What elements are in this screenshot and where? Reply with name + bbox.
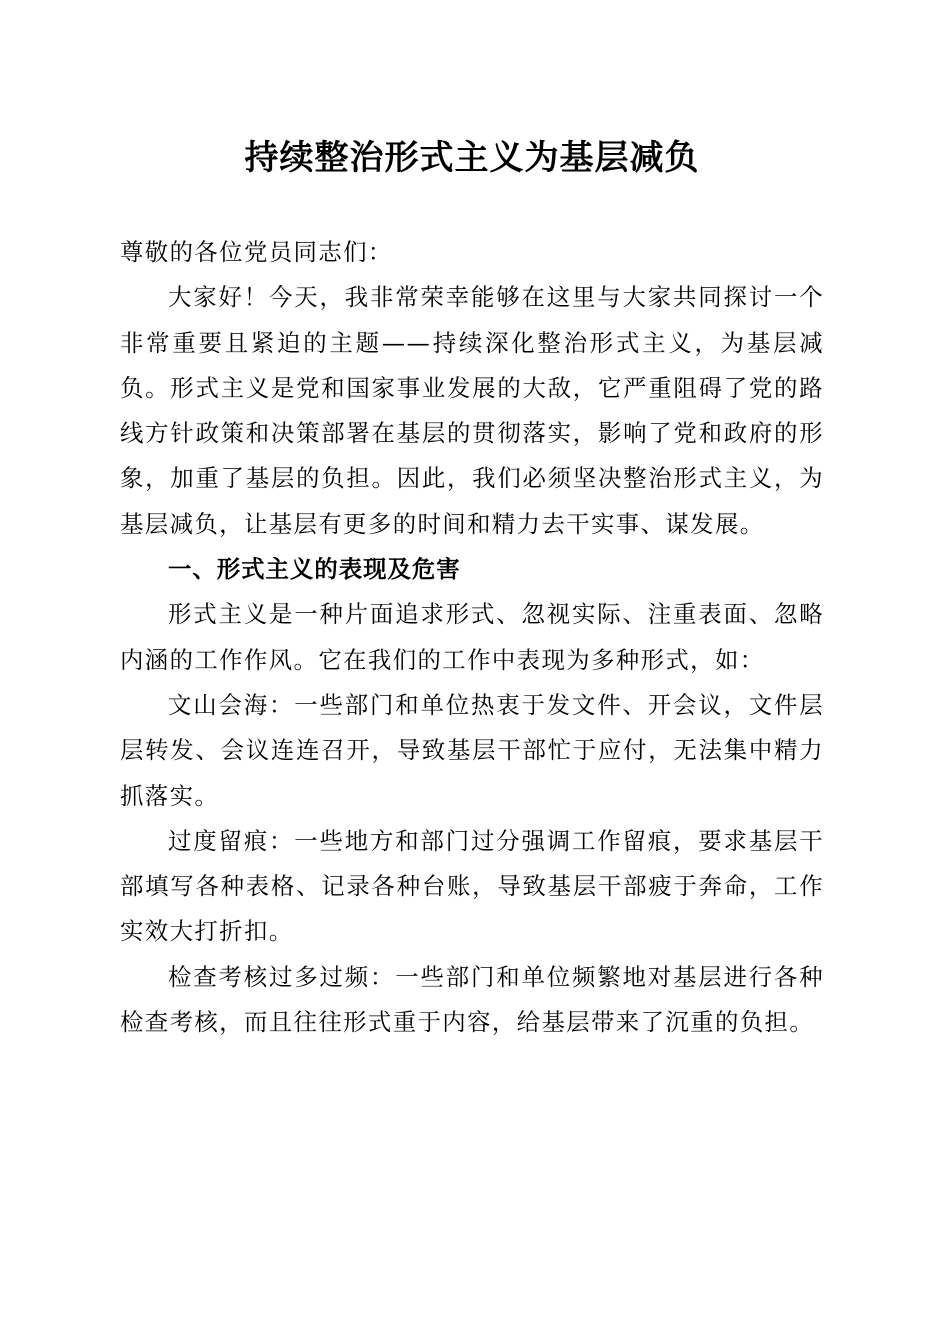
section-paragraph-definition: 形式主义是一种片面追求形式、忽视实际、注重表面、忽略内涵的工作作风。它在我们的工作中表现为多种形式，如： xyxy=(120,600,824,674)
salutation: 尊敬的各位党员同志们： xyxy=(120,238,393,266)
section-paragraph-meetings: 文山会海：一些部门和单位热衷于发文件、开会议，文件层层转发、会议连连召开，导致基层干部忙于应付，无法集中精力抓落实。 xyxy=(120,690,824,810)
intro-paragraph: 大家好！今天，我非常荣幸能够在这里与大家共同探讨一个非常重要且紧迫的主题——持续深化整治形式主义，为基层减负。形式主义是党和国家事业发展的大敌，它严重阻碍了党的路线方针政策和决策部署在基层的贯彻落实，影响了党和政府的形象，加重了基层的负担。因此，我们必须坚决整治形式主义，为基层减负，让基层有更多的时间和精力去干实事、谋发展。 xyxy=(120,283,824,538)
section-paragraph-traces: 过度留痕：一些地方和部门过分强调工作留痕，要求基层干部填写各种表格、记录各种台账，导致基层干部疲于奔命，工作实效大打折扣。 xyxy=(120,826,824,946)
document-body xyxy=(120,230,824,1045)
section-heading: 一、形式主义的表现及危害 xyxy=(168,555,461,584)
section-paragraph-inspections: 检查考核过多过频：一些部门和单位频繁地对基层进行各种检查考核，而且往往形式重于内容，给基层带来了沉重的负担。 xyxy=(120,962,824,1037)
document-page xyxy=(120,0,824,1344)
document-title: 持续整治形式主义为基层减负 xyxy=(244,138,700,178)
